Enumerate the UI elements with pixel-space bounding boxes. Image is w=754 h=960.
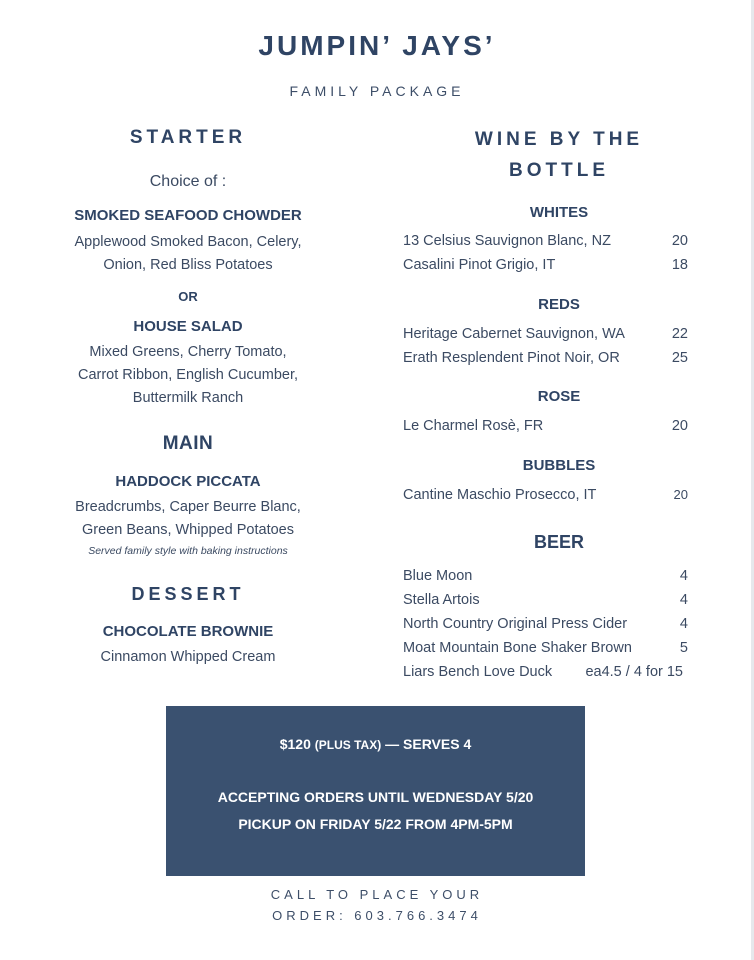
wine-name: Cantine Maschio Prosecco, IT <box>403 487 597 503</box>
wine-price: 20 <box>673 487 688 502</box>
salad-desc-line-2: Carrot Ribbon, English Cucumber, <box>77 367 299 383</box>
chowder-desc-line-1: Applewood Smoked Bacon, Celery, <box>74 234 302 250</box>
reds-label: REDS <box>538 296 580 313</box>
list-item <box>403 418 688 440</box>
wine-name: Erath Resplendent Pinot Noir, OR <box>403 350 620 366</box>
brownie-desc: Cinnamon Whipped Cream <box>100 649 276 665</box>
wine-name: 13 Celsius Sauvignon Blanc, NZ <box>403 233 611 249</box>
whites-label: WHITES <box>529 204 589 221</box>
wine-heading-line-1: WINE BY THE <box>474 129 644 150</box>
starter-heading: STARTER <box>129 127 247 148</box>
salad-desc-line-3: Buttermilk Ranch <box>132 390 244 406</box>
pickup-line: PICKUP ON FRIDAY 5/22 FROM 4PM-5PM <box>238 816 513 832</box>
list-item <box>403 487 688 509</box>
wine-name: Le Charmel Rosè, FR <box>403 418 544 434</box>
haddock-desc-line-2: Green Beans, Whipped Potatoes <box>82 522 294 538</box>
beer-price: 5 <box>679 640 688 656</box>
wine-heading-line-2: BOTTLE <box>509 160 609 181</box>
or-label: OR <box>178 289 198 304</box>
order-info-box <box>166 706 585 876</box>
main-heading: MAIN <box>162 433 214 454</box>
salad-desc-line-1: Mixed Greens, Cherry Tomato, <box>89 344 287 360</box>
list-item <box>403 640 688 662</box>
list-item <box>403 233 688 255</box>
package-subtitle: FAMILY PACKAGE <box>289 83 465 99</box>
beer-name: Stella Artois <box>403 592 480 608</box>
serves-note: — SERVES 4 <box>385 736 472 752</box>
list-item <box>403 257 688 279</box>
package-price: $120 <box>279 736 311 752</box>
rose-label: ROSE <box>537 388 581 405</box>
beer-price: 4 <box>679 568 688 584</box>
haddock-desc-line-1: Breadcrumbs, Caper Beurre Blanc, <box>75 499 301 515</box>
dessert-dish-brownie: CHOCOLATE BROWNIE <box>102 623 274 640</box>
list-item <box>403 350 688 372</box>
bubbles-label: BUBBLES <box>522 457 596 474</box>
wine-name: Heritage Cabernet Sauvignon, WA <box>403 326 625 342</box>
restaurant-title: JUMPIN’ JAYS’ <box>258 30 496 61</box>
main-dish-haddock: HADDOCK PICCATA <box>115 473 261 490</box>
wine-price: 25 <box>671 350 688 366</box>
beer-name: Blue Moon <box>403 568 473 584</box>
list-item <box>403 568 688 590</box>
list-item <box>403 592 688 614</box>
wine-price: 20 <box>671 418 688 434</box>
haddock-note: Served family style with baking instructions <box>88 545 288 557</box>
wine-price: 22 <box>671 326 688 342</box>
wine-price: 18 <box>671 257 688 273</box>
beer-price: 4 <box>679 592 688 608</box>
chowder-desc-line-2: Onion, Red Bliss Potatoes <box>103 257 273 273</box>
beer-heading: BEER <box>533 532 584 552</box>
choice-of-label: Choice of : <box>149 173 227 190</box>
wine-name: Casalini Pinot Grigio, IT <box>403 257 556 273</box>
list-item <box>403 664 683 686</box>
starter-dish-salad: HOUSE SALAD <box>133 318 243 335</box>
list-item <box>403 616 688 638</box>
wine-price: 20 <box>671 233 688 249</box>
accepting-orders-line: ACCEPTING ORDERS UNTIL WEDNESDAY 5/20 <box>217 789 534 805</box>
dessert-heading: DESSERT <box>131 584 245 604</box>
beer-name: North Country Original Press Cider <box>403 616 628 632</box>
price-line <box>166 736 585 752</box>
tax-note: (PLUS TAX) <box>314 738 382 752</box>
beer-price: ea4.5 / 4 for 15 <box>585 664 683 680</box>
list-item <box>403 326 688 348</box>
beer-name: Liars Bench Love Duck <box>403 664 553 680</box>
starter-dish-chowder: SMOKED SEAFOOD CHOWDER <box>74 207 302 224</box>
beer-name: Moat Mountain Bone Shaker Brown <box>403 640 632 656</box>
call-to-order-line-1: CALL TO PLACE YOUR <box>270 887 484 902</box>
call-to-order-phone: ORDER: 603.766.3474 <box>272 908 482 923</box>
beer-price: 4 <box>679 616 688 632</box>
